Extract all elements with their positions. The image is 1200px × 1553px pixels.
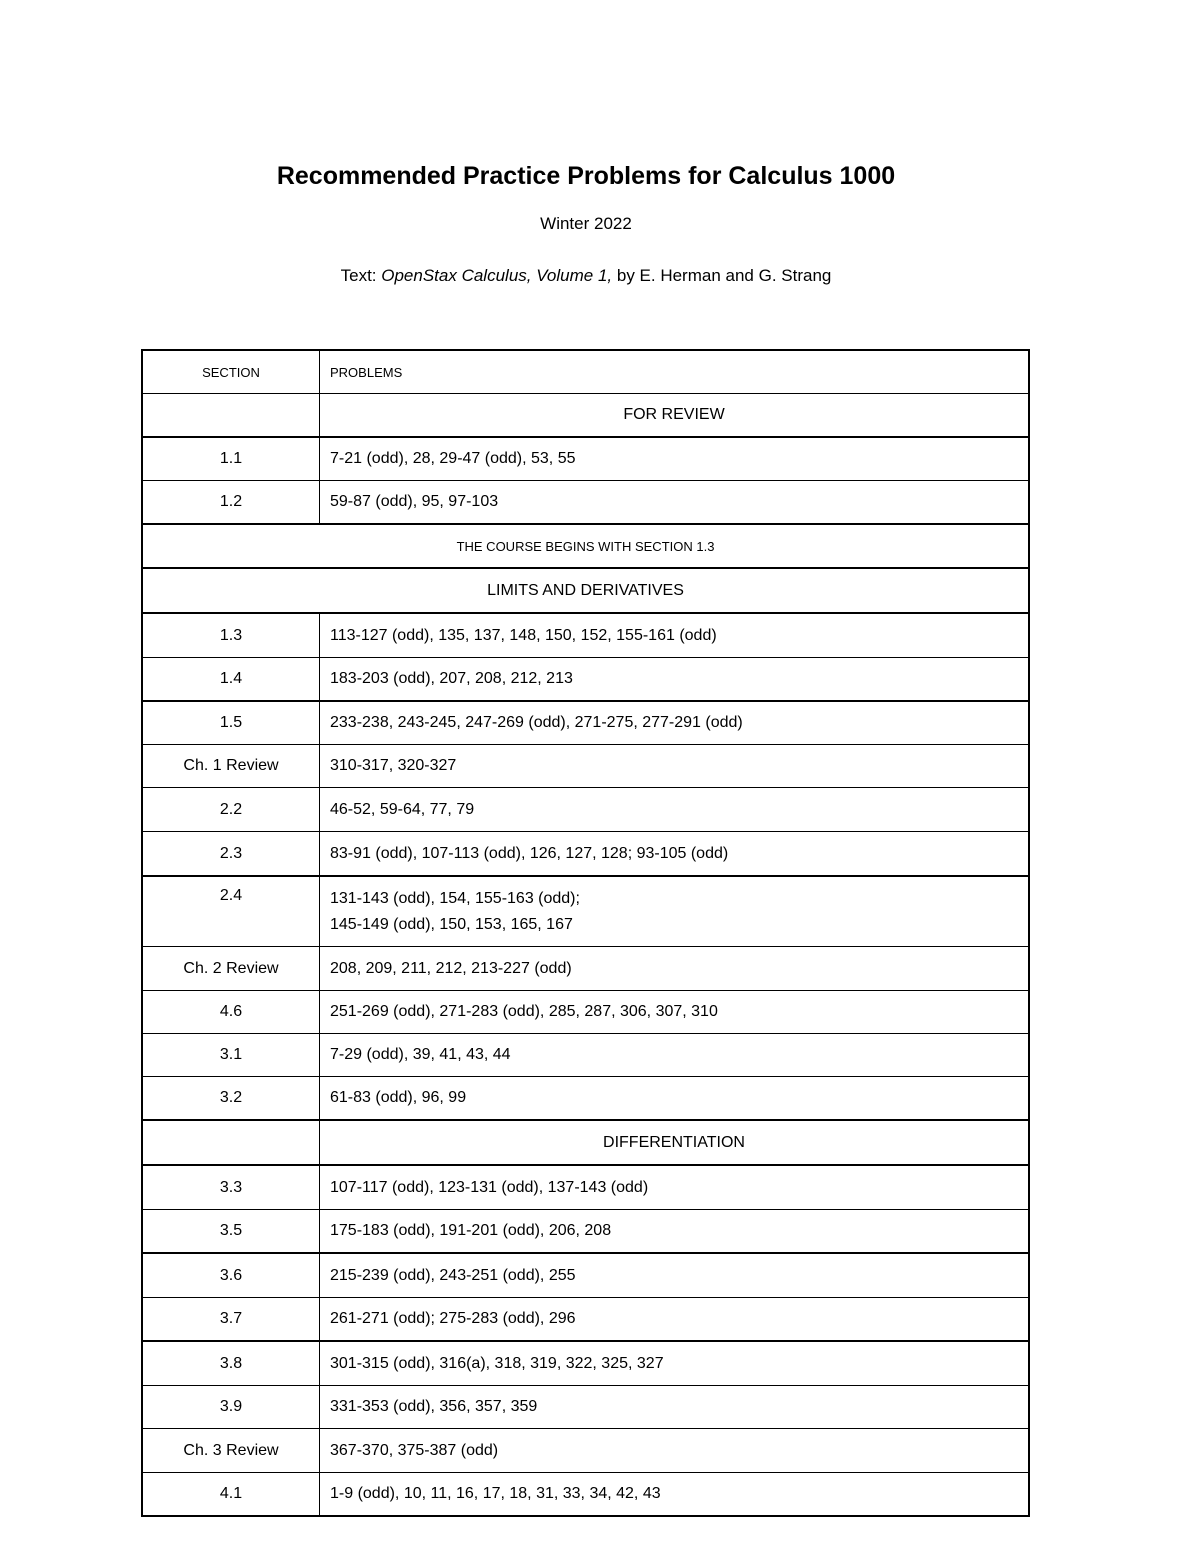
table-row [142,1386,1029,1429]
section-cell: 1.5 [142,701,320,745]
section-cell: 3.7 [142,1298,320,1342]
table-row [142,701,1029,745]
problems-cell: 113-127 (odd), 135, 137, 148, 150, 152, 155-161 (odd) [320,613,1030,658]
table-row [142,1473,1029,1517]
problems-column-header: PROBLEMS [320,350,1030,394]
table-row [142,947,1029,991]
section-cell: 1.3 [142,613,320,658]
section-cell: 3.3 [142,1165,320,1210]
textbook-prefix: Text: [340,266,382,285]
table-row [142,568,1029,613]
section-cell [142,394,320,438]
problems-cell: 301-315 (odd), 316(a), 318, 319, 322, 325, 327 [320,1341,1030,1386]
table-section-heading: FOR REVIEW [320,394,1030,438]
textbook-authors: by E. Herman and G. Strang [612,266,832,285]
problems-cell: 7-21 (odd), 28, 29-47 (odd), 53, 55 [320,437,1030,481]
section-cell: Ch. 1 Review [142,745,320,788]
section-cell: Ch. 3 Review [142,1429,320,1473]
table-row [142,788,1029,832]
table-section-heading: DIFFERENTIATION [320,1120,1030,1165]
section-cell: 3.9 [142,1386,320,1429]
section-cell: 4.6 [142,991,320,1034]
problems-cell: 331-353 (odd), 356, 357, 359 [320,1386,1030,1429]
table-row [142,437,1029,481]
term-label: Winter 2022 [540,214,632,233]
problems-cell: 1-9 (odd), 10, 11, 16, 17, 18, 31, 33, 34, 42, 43 [320,1473,1030,1517]
section-cell: 3.5 [142,1210,320,1254]
table-row [142,1165,1029,1210]
problems-cell: 46-52, 59-64, 77, 79 [320,788,1030,832]
document-title: Recommended Practice Problems for Calculus 1000 [276,162,896,190]
section-cell: 3.2 [142,1077,320,1121]
problems-cell: 208, 209, 211, 212, 213-227 (odd) [320,947,1030,991]
section-column-header: SECTION [142,350,320,394]
table-row [142,1120,1029,1165]
section-cell: 3.6 [142,1253,320,1298]
table-row [142,394,1029,438]
problems-cell: 61-83 (odd), 96, 99 [320,1077,1030,1121]
problems-cell: 7-29 (odd), 39, 41, 43, 44 [320,1034,1030,1077]
table-row [142,481,1029,525]
problems-cell: 261-271 (odd); 275-283 (odd), 296 [320,1298,1030,1342]
table-row [142,524,1029,568]
problems-cell [320,876,1030,947]
problems-cell: 251-269 (odd), 271-283 (odd), 285, 287, 306, 307, 310 [320,991,1030,1034]
problems-cell: 367-370, 375-387 (odd) [320,1429,1030,1473]
table-row [142,832,1029,877]
section-cell: 1.4 [142,658,320,702]
problems-cell: 83-91 (odd), 107-113 (odd), 126, 127, 128; 93-105 (odd) [320,832,1030,877]
table-row [142,991,1029,1034]
table-row [142,658,1029,702]
table-section-heading: LIMITS AND DERIVATIVES [142,568,1029,613]
table-row [142,745,1029,788]
section-cell: 4.1 [142,1473,320,1517]
section-cell: 1.2 [142,481,320,525]
section-cell: Ch. 2 Review [142,947,320,991]
section-cell: 3.8 [142,1341,320,1386]
table-row [142,1034,1029,1077]
section-cell: 2.3 [142,832,320,877]
textbook-title: OpenStax Calculus, Volume 1, [381,266,613,285]
table-row [142,613,1029,658]
problems-cell: 175-183 (odd), 191-201 (odd), 206, 208 [320,1210,1030,1254]
table-row [142,1253,1029,1298]
table-row [142,1298,1029,1342]
table-section-heading: THE COURSE BEGINS WITH SECTION 1.3 [142,524,1029,568]
problems-cell: 215-239 (odd), 243-251 (odd), 255 [320,1253,1030,1298]
section-cell: 2.2 [142,788,320,832]
section-cell: 2.4 [142,876,320,947]
table-row [142,1429,1029,1473]
problems-line: 145-149 (odd), 150, 153, 165, 167 [330,915,573,933]
problems-cell: 310-317, 320-327 [320,745,1030,788]
problems-cell: 107-117 (odd), 123-131 (odd), 137-143 (odd) [320,1165,1030,1210]
textbook-line [0,266,1172,286]
section-cell: 1.1 [142,437,320,481]
table-row [142,1210,1029,1254]
table-row [142,876,1029,947]
problems-line: 131-143 (odd), 154, 155-163 (odd); [330,889,580,907]
problems-table [141,349,1030,1517]
table-header-row [142,350,1029,394]
table-row [142,1077,1029,1121]
section-cell: 3.1 [142,1034,320,1077]
problems-cell: 183-203 (odd), 207, 208, 212, 213 [320,658,1030,702]
problems-cell: 233-238, 243-245, 247-269 (odd), 271-275, 277-291 (odd) [320,701,1030,745]
table-row [142,1341,1029,1386]
section-cell [142,1120,320,1165]
problems-cell: 59-87 (odd), 95, 97-103 [320,481,1030,525]
